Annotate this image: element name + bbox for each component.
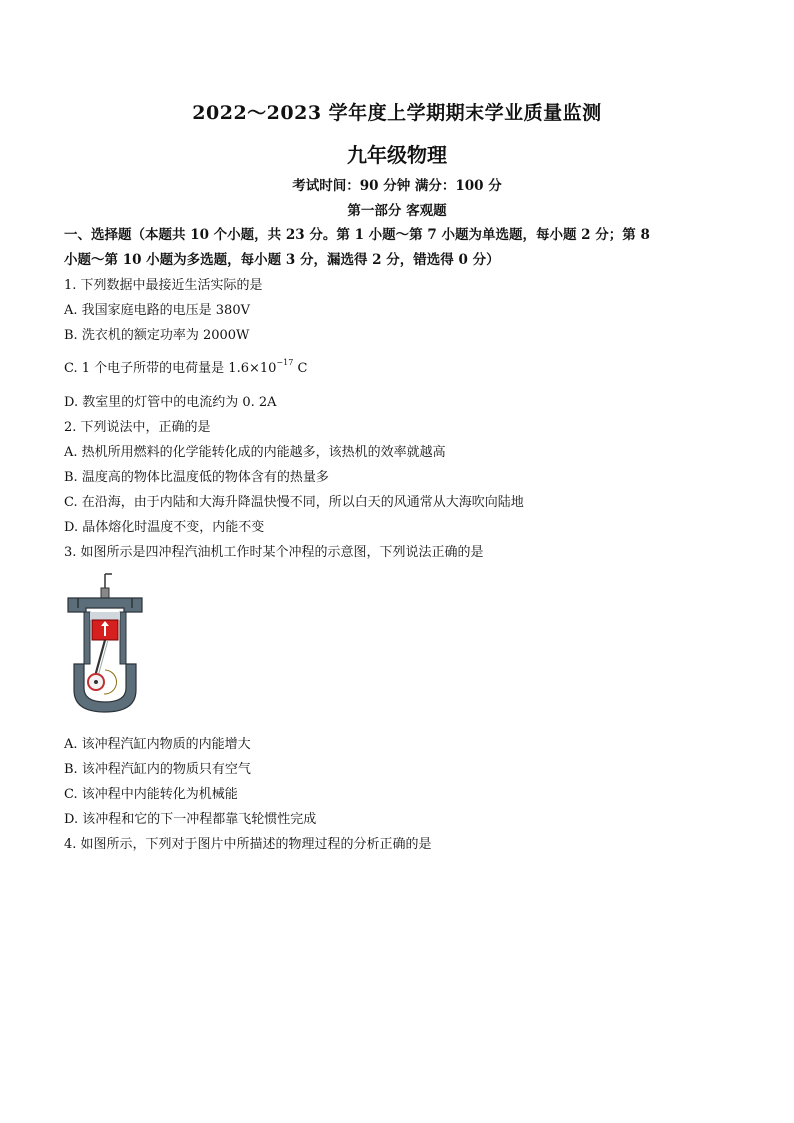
exam-subject: 九年级物理 [347, 143, 447, 167]
question-2-option-b: B. 温度高的物体比温度低的物体含有的热量多 [64, 470, 329, 485]
question-1-option-a: A. 我国家庭电路的电压是 380V [64, 303, 250, 318]
question-3-option-b: B. 该冲程汽缸内的物质只有空气 [64, 762, 251, 777]
charge-value: $1.6\times 10^{-17}$ C [228, 357, 308, 376]
question-1-stem: 1. 下列数据中最接近生活实际的是 [64, 278, 263, 293]
question-2-option-a: A. 热机所用燃料的化学能转化成的内能越多，该热机的效率就越高 [64, 445, 446, 460]
exam-title: 2022～2023 学年度上学期期末学业质量监测 [192, 102, 602, 124]
crankcase [74, 664, 136, 712]
engine-stroke-diagram [64, 572, 146, 718]
charge-exponent: −17 [276, 357, 294, 367]
question-3-option-d: D. 该冲程和它的下一冲程都靠飞轮惯性完成 [64, 812, 317, 827]
charge-unit: C [297, 361, 308, 376]
question-2-option-d: D. 晶体熔化时温度不变，内能不变 [64, 520, 265, 535]
question-3-stem: 3. 如图所示是四冲程汽油机工作时某个冲程的示意图，下列说法正确的是 [64, 545, 484, 560]
section-line-2: 小题～第 10 小题为多选题，每小题 3 分，漏选得 2 分，错选得 0 分） [64, 252, 500, 268]
question-3-option-c: C. 该冲程中内能转化为机械能 [64, 787, 238, 802]
section-instructions [64, 223, 736, 273]
question-1-option-c [64, 357, 307, 376]
exam-meta: 考试时间：90 分钟 满分：100 分 [292, 178, 502, 194]
question-3-option-a: A. 该冲程汽缸内物质的内能增大 [64, 737, 251, 752]
cylinder-wall-right [120, 612, 126, 664]
flywheel-counterweight [104, 670, 117, 694]
question-2-stem: 2. 下列说法中，正确的是 [64, 420, 211, 435]
cylinder-wall-left [84, 612, 90, 664]
cylinder-head [68, 598, 142, 612]
option-c-text: C. 1 个电子所带的电荷量是 [64, 361, 225, 376]
question-4-stem: 4. 如图所示，下列对于图片中所描述的物理过程的分析正确的是 [64, 837, 432, 852]
part-heading: 第一部分 客观题 [347, 203, 447, 219]
question-2-option-c: C. 在沿海，由于内陆和大海升降温快慢不同，所以白天的风通常从大海吹向陆地 [64, 495, 524, 510]
question-1-option-b: B. 洗衣机的额定功率为 2000W [64, 328, 250, 343]
section-line-1: 一、选择题（本题共 10 个小题，共 23 分。第 1 小题～第 7 小题为单选题，每小题 2 分；第 8 [64, 227, 650, 243]
question-1-option-d: D. 教室里的灯管中的电流约为 0. 2A [64, 395, 277, 410]
